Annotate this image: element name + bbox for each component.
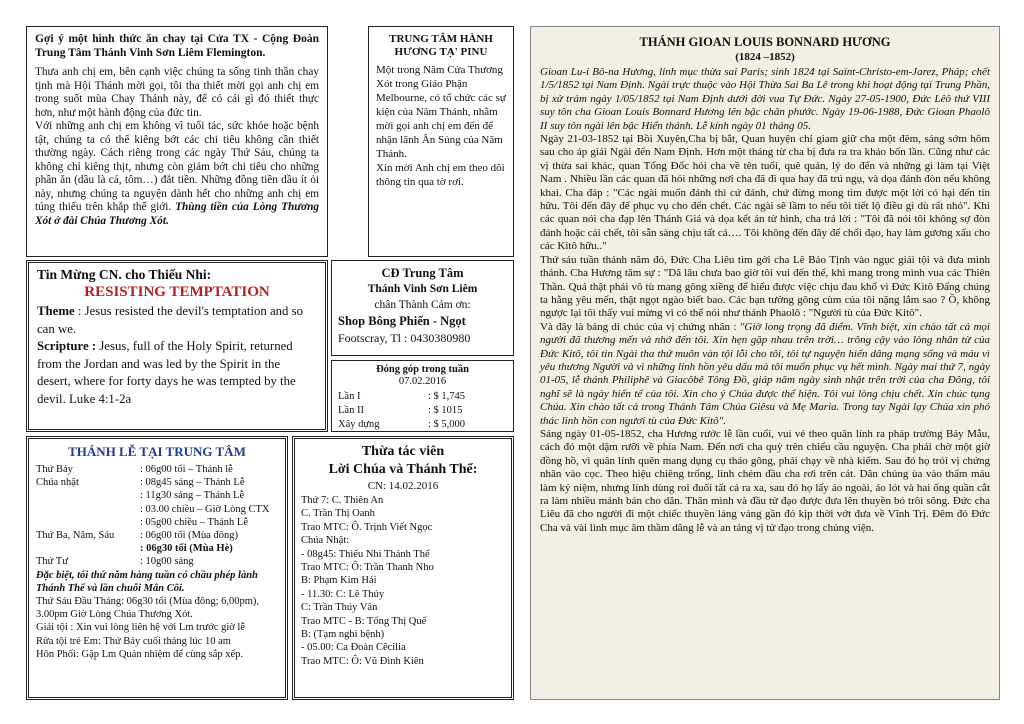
schedule-row <box>36 503 278 516</box>
children-gospel-heading: Tin Mừng CN. cho Thiếu Nhi: <box>37 267 212 282</box>
contribution-value: : $ 1015 <box>428 405 463 416</box>
sacraments-info: Thứ Sáu Đầu Tháng: 06g30 tối (Mùa đông; 6,00pm), 3.00pm Giờ Lòng Chúa Thương Xót. Giải tội : Xin vui lòng liên hệ với Lm trước giờ lễ Rửa tội trẻ Em: Thứ Bảy cuối tháng lúc 10 am Hôn Phối: Gặp Lm Quản nhiệm để cùng sắp xếp. <box>36 596 260 660</box>
saint-title: THÁNH GIOAN LOUIS BONNARD HƯƠNG <box>639 35 891 49</box>
lent-suggestion-body: Thưa anh chị em, bên cạnh việc chúng ta sống tinh thần chay tịnh mà Hội Thánh mời gọi, tôi tha thiết mời gọi anh chị em trong suốt mùa Chay Thánh này, để có cái gì đó thiết thực hơn, như một hành động của đức tin. Với những anh chị em không vì tuổi tác, sức khỏe hoặc bệnh tật, chúng ta có thể kiêng bớt các chi tiêu không cần thiết thường ngày. Cách riêng trong các ngày Thứ Sáu, chúng ta không chỉ kiêng thịt, nhưng còn giảm bớt chi tiêu cho những phần ăn (dầu là cá, tôm…) đắt tiền. Những đồng tiền dầu ít ỏi này, nhưng chúng ta nguyện dành hết cho những anh chị em túng thiếu trên khắp thế giới. <box>35 66 319 214</box>
lent-suggestion-text <box>35 66 319 228</box>
saint-para-prison: Thứ sáu tuần thánh năm đó, Đức Cha Liêu tìm gởi cha Lê Bảo Tịnh vào ngục giải tội và đưa mình thánh. Cha Hương tâm sự : "Dã lâu chưa bao giờ tôi vui đến thế, khi mang trong mình vua các Thiên Thần. Quả thật phải vô tù mang gông xiềng để hiểu được việc chịu đau khổ vì Đức Kitô Đấng chúng ta hằng yêu mến, thật ngọt ngào biết bao. Các bạn tưởng gông cùm của tôi nặng lắm sao ? Ồ, không ngược lại tôi thấy vui mừng vì có thể nói như thánh Phaolô : "Người tù của Đức Kitô". <box>540 253 990 320</box>
scripture-text: Jesus, full of the Holy Spirit, returned from the Jordan and was led by the Spirit in the desert, where for forty days he was tempted by the devil. Luke 4:1-2a <box>37 339 296 406</box>
schedule-row <box>36 542 278 555</box>
testament-intro: Và đây là bảng di chúc của vị chứng nhân : <box>540 320 740 333</box>
schedule-row <box>36 489 278 502</box>
pilgrimage-title: TRUNG TÂM HÀNH HƯƠNG TẠ' PINU <box>389 33 493 58</box>
contribution-value: : $ 5,000 <box>428 419 466 430</box>
children-gospel-panel <box>26 260 328 432</box>
contributions-rows <box>338 390 507 432</box>
saint-years: (1824 –1852) <box>735 51 795 63</box>
schedule-time: : 06g00 tối (Mùa đông) <box>140 530 238 542</box>
ministers-subtitle: Lời Chúa và Thánh Thể: <box>328 462 478 477</box>
gospel-scripture <box>37 338 317 408</box>
thanks-line: chân Thành Cảm ơn: <box>374 299 471 311</box>
sponsor-contact: Footscray, Tl : 0430380980 <box>338 331 471 345</box>
schedule-row <box>36 476 278 489</box>
thanks-panel <box>331 260 514 356</box>
theme-text: : Jesus resisted the devil's temptation and so can we. <box>37 304 304 336</box>
sponsor-name: Shop Bông Phiến - Ngọt <box>338 314 466 328</box>
mass-schedule-rows <box>36 463 278 569</box>
schedule-day: Chúa nhật <box>36 477 79 489</box>
saint-para-testament <box>540 321 990 428</box>
schedule-time: : 06g00 tối – Thánh lễ <box>140 464 233 475</box>
gospel-theme <box>37 303 317 338</box>
pilgrimage-body: Một trong Năm Cửa Thương Xót trong Giáo Phận Melbourne, có tổ chức các sự kiện của Năm Thánh, nhằm mời gọi anh chị em đến để nhận lãnh Ân Sủng của Năm Thánh. Xin mời Anh chị em theo dõi thông tin qua tờ rơi. <box>376 64 506 188</box>
saint-para-arrest: Ngày 21-03-1852 tại Bồi Xuyên,Cha bị bắt, Quan huyện chỉ giam giữ cha một đêm, sáng sớm hôm sau cho áp giải Ngài đến Nam Định. Hơn một tháng từ cha bị đưa ra tra khảo bốn lần. Cũng như các vị thừa sai khác, quan Tổng Đốc hỏi cha về tên tuổi, quê quán, lý do đến và những gì làm tại Việt Nam . Nhiều lần các quan đã hỏi những nơi cha đã đi qua hay đã trú ngụ, và dọa đánh đòn nếu không khai. Cha đáp : "Các ngài muốn đánh thì cứ đánh, chứ đừng mong tìm được một lời có hại đến tín hữu. Tôi đến đây để phục vụ cho đến chết. Các ngài sẽ lầm to nếu tôi tiết lộ điều gì dù rất nhỏ". Khi các quan nói cha đạp lên Thánh Giá và dọa kết án tử hình, cha trả lời : "Tôi đã nói tôi không sợ đòn đánh hoặc cái chết, tôi sẵn sàng chịu tất cả…. Tôi không đến đây để chối đạo, hay làm gương xấu cho các Kitô hữu.." <box>540 133 990 253</box>
mass-schedule-title: THÁNH LỄ TẠI TRUNG TÂM <box>68 444 246 459</box>
schedule-time: : 11g30 sáng – Thánh Lễ <box>140 490 245 502</box>
schedule-time: : 06g30 tối (Mùa Hè) <box>140 543 233 555</box>
schedule-time: : 08g45 sáng – Thánh Lễ <box>140 477 245 489</box>
ministers-list: Thứ 7: C. Thiên An C. Trần Thị Oanh Trao MTC: Ô. Trịnh Viết Ngọc Chúa Nhật: - 08g45: Thiếu Nhi Thánh Thể Trao MTC: Ô: Trần Thanh Nho B: Phạm Kim Hải - 11.30: C: Lê Thủy C: Trần Thúy Vân Trao MTC - B: Tống Thị Quế B: (Tạm nghỉ bệnh) - 05.00: Ca Đoàn Cêcilia Trao MTC: Ô: Vũ Đình Kiên <box>301 495 434 667</box>
ministers-title: Thừa tác viên <box>361 444 445 459</box>
theme-label: Theme <box>37 304 75 318</box>
contributions-date: 07.02.2016 <box>398 376 447 387</box>
schedule-day <box>36 542 140 555</box>
saint-para-martyrdom: Sáng ngày 01-05-1852, cha Hương rước lễ lần cuối, vui vẻ theo quân lính ra pháp trường Bảy Mẫu, cách đó một dặm rưỡi về phía Nam. Đến nơi cha quỳ trên chiếu cầu nguyện. Cha phải chờ một giờ đồng hồ, vì quân lính quên mang dụng cụ tháo gông, phải chạy về nhà kiếm. Sau đó họ trói vị chứng nhân vào cọc. Theo hiệu chiêng trống, lính chém đầu cha rơi trên cát. Dân chúng ùa vào thấm máu làm kỷ niệm, nhưng lính dùng roi đuổi tất cả ra xa, sau đó họ lấy áo ngoài, áo lót và hai ống quần cắt ra làm nhiều mảnh bán cho dân. Thân mình và đầu tử đạo được đưa lên thuyền bỏ trôi sông. Đức cha Liêu đã cho người đi một chiếc thuyền lảng vảng gần đó kịp thời vớt đưa về Vĩnh Trị. Đêm đó Đức Cha và vài linh mục âm thầm dâng lễ và an táng vị tử đạo trong chủng viện. <box>540 427 990 534</box>
community-parish: Thánh Vinh Sơn Liêm <box>367 283 478 295</box>
children-gospel-subtitle: RESISTING TEMPTATION <box>84 284 270 300</box>
testament-text: "Giờ long trọng đã điểm. Vĩnh biệt, xin chào tất cả mọi người đã thương mến và nhớ đến tôi. Xin hẹn gặp nhau trên trời… trông cậy vào lòng nhân từ của Đức Kitô, tôi tin Ngài tha thứ muôn vàn tội lỗi cho tôi, tôi tự nguyện hiến dâng mạng sống và máu vì yêu thương Người và vì những linh hồn yêu dấu mà tôi muốn phục vụ hết mình. Ngày mai thứ 7, ngày 01-05, lễ thánh Philiphê và Giacôbê Tông Đồ, giáp năm ngày sinh nhật trên trời của cha Đông, tôi nghĩ sẽ là ngày hiến tế của tôi. Xin cho ý Chúa được thể hiện. Tôi vui lòng chịu chết. Xin chúc tụng Chúa. Xin chào tất cả trong Thánh Tâm Chúa Giêsu và Mẹ Maria. Trong tay Ngài lạy Chúa xin phó thác linh hồn con ngươi tù của Đức Kitô". <box>540 320 990 427</box>
lent-suggestion-title: Gợi ý một hình thức ăn chay tại Cửa TX - Cộng Đoàn Trung Tâm Thánh Vinh Sơn Liêm Flemington. <box>35 33 319 59</box>
schedule-time: : 03.00 chiều – Giờ Lòng CTX <box>140 503 270 515</box>
schedule-day <box>36 503 140 516</box>
contribution-label: Xây dựng <box>338 419 380 430</box>
saint-intro: Gioan Lu-i Bô-na Hương, linh mục thừa sai Paris; sinh 1824 tại Saint-Christo-em-Jarez, Pháp; chết 1/5/1852 tại Nam Định. Ngài trực thuộc vào Hội Thừa Sai Ba Lê trong khi hoạt động tại Trung Phần, bị xử trảm ngày 1/05/1852 tại Nam Định dưới đời vua Tự Đức. Ngày 27-05-1900, Đức Lêô thứ VIII suy tôn cha Gioan Louis Bonnard Hương lên bậc chân phước. Ngày 19-06-1988, Đức Gioan Phaolô II suy tôn ngài lên bậc Hiển thánh. Lễ kính ngày 01 tháng 05. <box>540 66 990 132</box>
contribution-row <box>338 404 507 418</box>
lent-suggestion-emphasis: Thùng tiền của Lòng Thương Xót ở đài Chúa Thương Xót. <box>35 201 320 227</box>
contribution-label: Lần II <box>338 405 364 416</box>
contributions-title: Đóng góp trong tuần <box>376 364 469 375</box>
schedule-day: Thứ Ba, Năm, Sáu <box>36 530 115 542</box>
scripture-label: Scripture : <box>37 339 97 354</box>
schedule-time: : 10g00 sáng <box>140 556 194 568</box>
contributions-panel <box>331 360 514 432</box>
schedule-day: Thứ Tư <box>36 556 68 568</box>
contribution-row <box>338 418 507 432</box>
ministers-panel <box>292 436 514 700</box>
pilgrimage-panel <box>368 26 514 257</box>
ministers-date: CN: 14.02.2016 <box>367 480 439 492</box>
schedule-row <box>36 463 278 476</box>
schedule-row <box>36 516 278 529</box>
contribution-row <box>338 390 507 404</box>
schedule-day: Thứ Bảy <box>36 464 73 475</box>
schedule-day <box>36 489 140 502</box>
lent-suggestion-panel <box>26 26 328 257</box>
schedule-day <box>36 516 140 529</box>
schedule-time: : 05g00 chiều – Thánh Lễ <box>140 516 248 528</box>
community-name: CĐ Trung Tâm <box>381 266 464 280</box>
mass-schedule-panel <box>26 436 288 700</box>
contribution-label: Lần I <box>338 391 361 402</box>
adoration-note: Đặc biệt, tối thứ năm hàng tuần có chầu phép lành Thánh Thể và lần chuỗi Mân Côi. <box>36 569 258 594</box>
schedule-row <box>36 555 278 568</box>
schedule-row <box>36 529 278 542</box>
contribution-value: : $ 1,745 <box>428 391 466 402</box>
saint-biography-panel <box>530 26 1000 700</box>
